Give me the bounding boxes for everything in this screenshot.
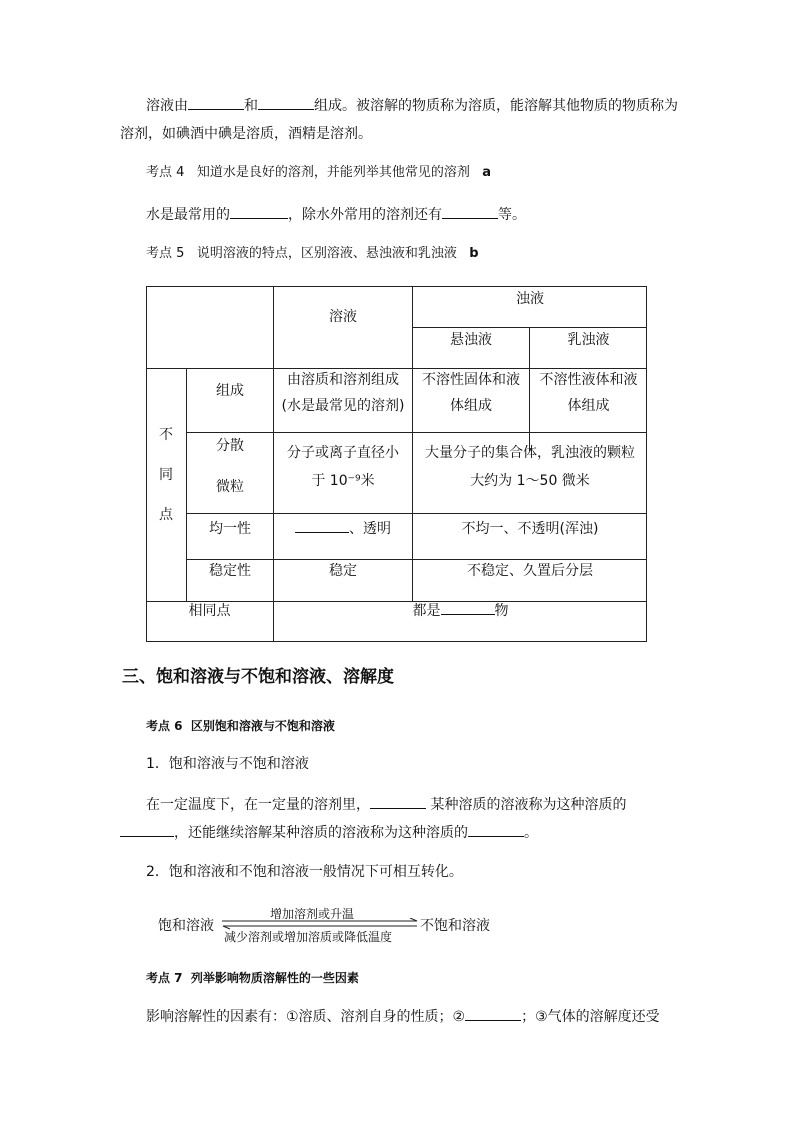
blank-field[interactable] [468,822,524,837]
row-label-particles-2: 微粒 [216,479,244,495]
body-text: 。 [524,825,538,841]
stability-solution: 稳定 [329,563,357,579]
blank-field[interactable] [258,95,314,110]
header-suspension: 悬浊液 [450,332,492,348]
blank-field[interactable] [370,794,426,809]
uniformity-solution [274,516,412,542]
composition-suspension-2: 体组成 [450,398,492,414]
intro-line-1 [146,95,678,116]
kaodian-7-body [146,1006,660,1027]
kaodian-5-label: 考点 5 [146,246,185,261]
kaodian-6-heading [146,716,335,736]
body-text: 等。 [498,207,526,223]
kaodian-6-body-2 [120,822,538,843]
intro-text-a: 溶液由 [146,98,188,114]
header-emulsion: 乳浊液 [567,332,610,348]
blank-field[interactable] [442,204,498,219]
particles-solution-2: 于 10⁻⁹米 [311,473,375,489]
kaodian-6-body-1 [146,794,626,815]
kaodian-5-text: 说明溶液的特点，区别溶液、悬浊液和乳浊液 [196,246,457,261]
diagram-bottom: 减少溶剂或增加溶质或降低温度 [224,930,393,944]
header-solution: 溶液 [329,309,357,325]
body-text: ，还能继续溶解某种溶质的溶液称为这种溶质的 [174,825,468,841]
section-heading: 三、饱和溶液与不饱和溶液、溶解度 [122,667,394,687]
stability-turbid: 不稳定、久置后分层 [467,563,593,579]
diff-char-1: 不 [159,427,173,443]
kaodian-4-body [146,204,526,225]
kaodian-4-level: a [482,165,492,180]
diff-char-2: 同 [159,467,173,483]
uniformity-solution-text: 、透明 [349,521,391,537]
body-text: 影响溶解性的因素有：①溶质、溶剂自身的性质；② [146,1009,466,1025]
body-text: ；③气体的溶解度还受 [521,1009,660,1025]
kaodian-4-label: 考点 4 [146,165,185,180]
kaodian-4-text: 知道水是良好的溶剂，并能列举其他常见的溶剂 [196,165,470,180]
composition-emulsion-1: 不溶性液体和液 [539,372,638,388]
particles-solution-1: 分子或离子直径小 [287,445,399,461]
composition-solution-1: 由溶质和溶剂组成 [287,372,399,388]
kaodian-5-level: b [469,246,479,261]
particles-turbid-2: 大约为 1～50 微米 [470,473,590,489]
diagram-top: 增加溶剂或升温 [270,907,355,921]
kaodian-7-heading [146,968,359,988]
comparison-table [146,286,647,642]
row-label-particles-1: 分散 [216,438,244,454]
diff-char-3: 点 [159,507,173,523]
composition-solution-2: (水是最常见的溶剂) [281,398,405,414]
header-turbid: 浊液 [516,291,544,307]
row-label-uniformity: 均一性 [209,521,251,537]
blank-field[interactable] [441,600,495,615]
diagram-right: 不饱和溶液 [420,918,490,934]
kaodian-7-label: 考点 7 [146,971,183,985]
common-text-b: 物 [494,603,509,619]
intro-line-2: 溶剂，如碘酒中碘是溶质，酒精是溶剂。 [120,126,372,142]
kaodian-6-label: 考点 6 [146,719,183,733]
intro-text-c: 组成。被溶解的物质称为溶质，能溶解其他物质的物质称为 [314,98,678,114]
blank-field[interactable] [230,204,288,219]
blank-field[interactable] [120,822,174,837]
particles-turbid-1: 大量分子的集合体，乳浊液的颗粒 [425,445,635,461]
common-text-a: 都是 [412,603,441,619]
conversion-diagram [158,904,508,944]
item-2: 2．饱和溶液和不饱和溶液一般情况下可相互转化。 [146,864,463,880]
row-label-stability: 稳定性 [209,563,251,579]
row-label-composition: 组成 [216,383,244,399]
kaodian-5-heading [146,244,479,264]
common-text [274,598,647,624]
body-text: ，除水外常用的溶剂还有 [288,207,442,223]
composition-suspension-1: 不溶性固体和液 [422,372,520,388]
uniformity-turbid: 不均一、不透明(浑浊) [461,521,599,537]
intro-text-b: 和 [244,98,258,114]
item-1: 1．饱和溶液与不饱和溶液 [146,756,309,772]
row-label-common: 相同点 [188,603,231,619]
kaodian-7-text: 列举影响物质溶解性的一些因素 [190,971,359,985]
diagram-left: 饱和溶液 [158,918,214,934]
kaodian-6-text: 区别饱和溶液与不饱和溶液 [190,719,335,733]
blank-field[interactable] [465,1006,521,1021]
body-text: 在一定温度下，在一定量的溶剂里， [146,797,370,813]
blank-field[interactable] [295,518,349,533]
composition-emulsion-2: 体组成 [567,398,610,414]
body-text: 水是最常用的 [146,207,230,223]
body-text: 某种溶质的溶液称为这种溶质的 [430,797,627,813]
blank-field[interactable] [188,95,244,110]
kaodian-4-heading [146,163,491,183]
